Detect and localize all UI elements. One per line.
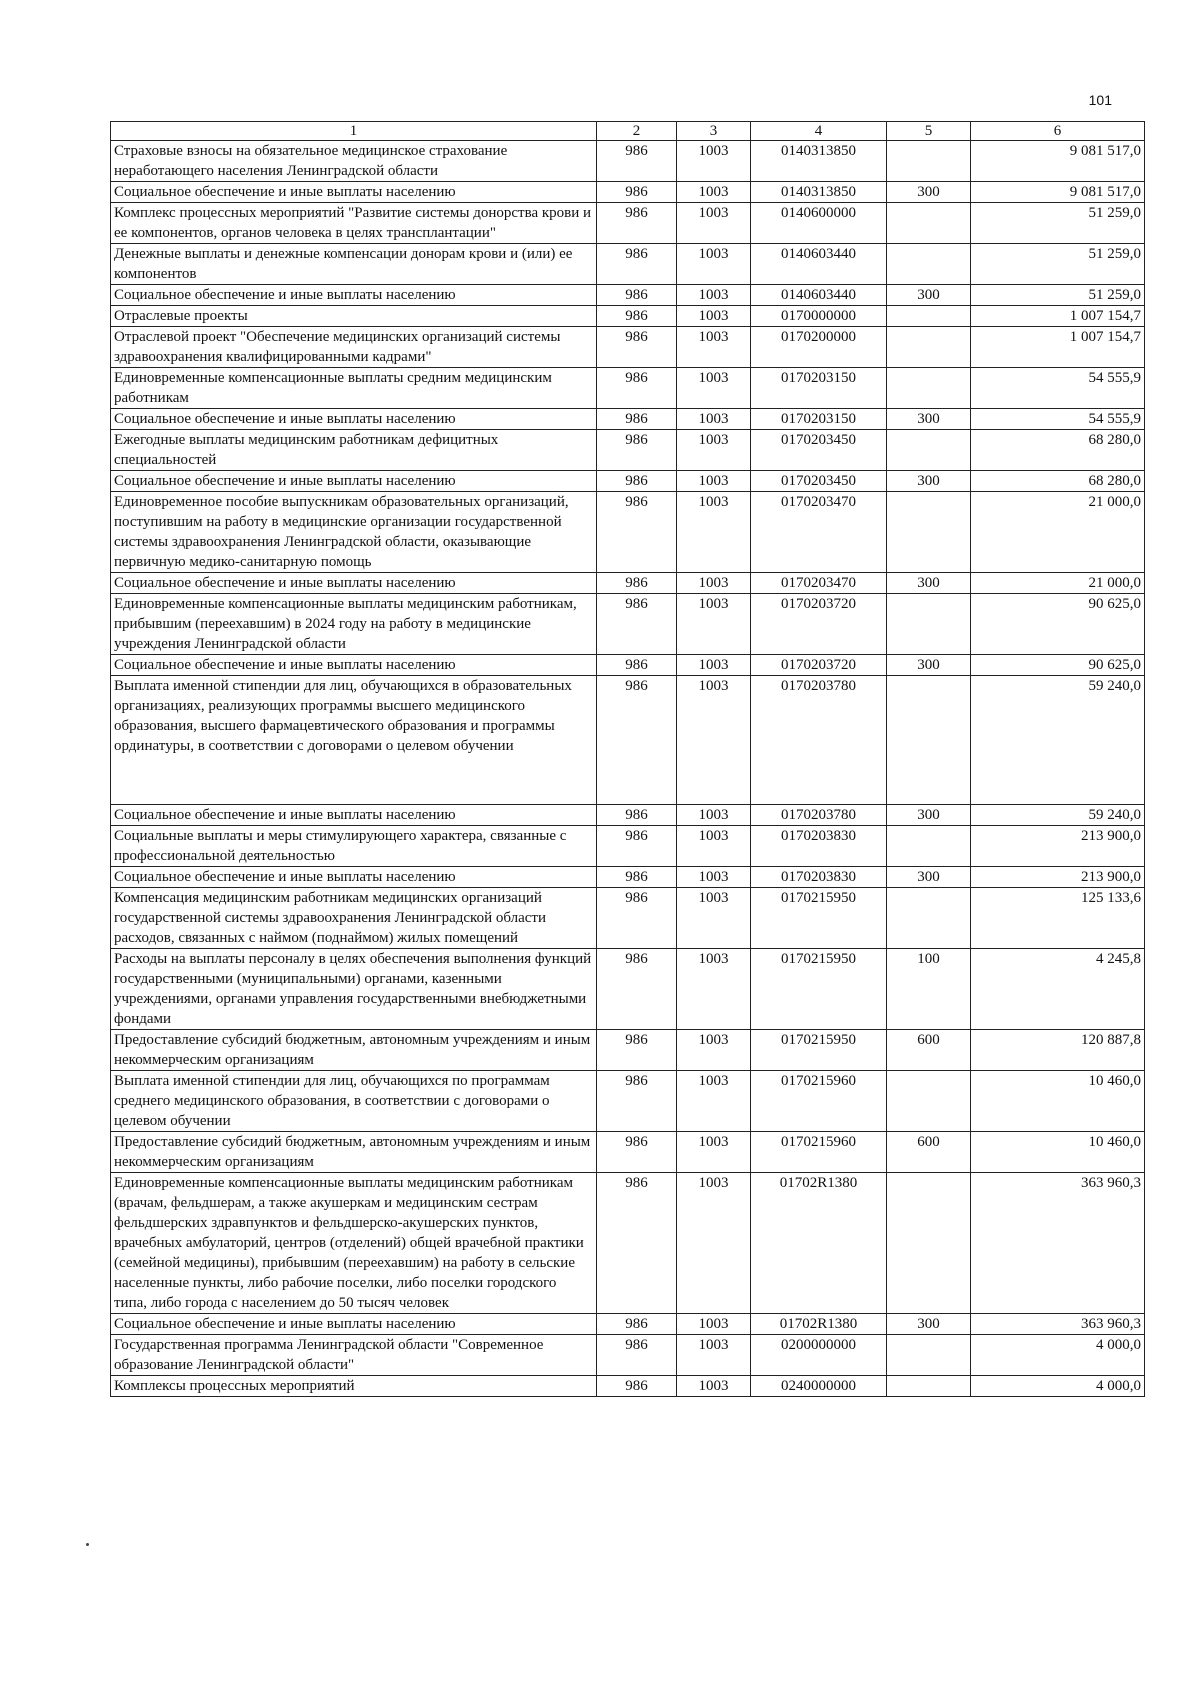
- table-row: [111, 368, 1145, 409]
- cell-col-6: 4 000,0: [971, 1335, 1145, 1376]
- table-row: [111, 573, 1145, 594]
- cell-col-4: 0170215960: [751, 1071, 887, 1132]
- cell-col-5: [887, 888, 971, 949]
- table-row: [111, 306, 1145, 327]
- cell-col-6: 54 555,9: [971, 409, 1145, 430]
- cell-col-5: 300: [887, 867, 971, 888]
- table-row: [111, 826, 1145, 867]
- cell-col-2: 986: [597, 141, 677, 182]
- table-row: [111, 1335, 1145, 1376]
- cell-name: Отраслевой проект "Обеспечение медицинских организаций системы здравоохранения квалифицированными кадрами": [111, 327, 597, 368]
- cell-col-4: 0170203470: [751, 492, 887, 573]
- cell-col-3: 1003: [677, 244, 751, 285]
- cell-col-5: 300: [887, 1314, 971, 1335]
- table-row: [111, 1071, 1145, 1132]
- cell-col-4: 01702R1380: [751, 1314, 887, 1335]
- cell-col-5: [887, 327, 971, 368]
- cell-col-4: 0170203470: [751, 573, 887, 594]
- cell-name: Социальное обеспечение и иные выплаты населению: [111, 182, 597, 203]
- page-number: 101: [1088, 92, 1112, 108]
- cell-name: Социальное обеспечение и иные выплаты населению: [111, 1314, 597, 1335]
- cell-col-5: 300: [887, 285, 971, 306]
- cell-col-5: [887, 1173, 971, 1314]
- cell-col-3: 1003: [677, 368, 751, 409]
- cell-col-3: 1003: [677, 471, 751, 492]
- cell-name: Социальное обеспечение и иные выплаты населению: [111, 805, 597, 826]
- table-row: [111, 1314, 1145, 1335]
- cell-col-2: 986: [597, 805, 677, 826]
- cell-name: Ежегодные выплаты медицинским работникам дефицитных специальностей: [111, 430, 597, 471]
- table-row: [111, 430, 1145, 471]
- scan-dot: [86, 1543, 89, 1546]
- cell-col-4: 0170203150: [751, 368, 887, 409]
- cell-col-2: 986: [597, 182, 677, 203]
- cell-col-5: [887, 826, 971, 867]
- column-header: 6: [971, 122, 1145, 141]
- cell-col-6: 125 133,6: [971, 888, 1145, 949]
- cell-col-2: 986: [597, 430, 677, 471]
- cell-name: Страховые взносы на обязательное медицинское страхование неработающего населения Ленинградской области: [111, 141, 597, 182]
- column-header: 2: [597, 122, 677, 141]
- table-row: [111, 805, 1145, 826]
- cell-col-3: 1003: [677, 594, 751, 655]
- cell-name: Отраслевые проекты: [111, 306, 597, 327]
- cell-col-6: 68 280,0: [971, 471, 1145, 492]
- cell-col-6: 213 900,0: [971, 867, 1145, 888]
- cell-col-2: 986: [597, 285, 677, 306]
- table-row: [111, 409, 1145, 430]
- cell-col-5: [887, 676, 971, 805]
- table-row: [111, 285, 1145, 306]
- cell-col-3: 1003: [677, 327, 751, 368]
- table-row: [111, 492, 1145, 573]
- cell-col-4: 0170203720: [751, 655, 887, 676]
- table-row: [111, 182, 1145, 203]
- cell-col-4: 0170203830: [751, 826, 887, 867]
- cell-col-2: 986: [597, 1335, 677, 1376]
- cell-col-2: 986: [597, 888, 677, 949]
- column-header: 1: [111, 122, 597, 141]
- cell-name: Единовременное пособие выпускникам образовательных организаций, поступившим на работу в медицинские организации государственной системы здравоохранения Ленинградской области, оказывающие первичную медико-санитарную помощь: [111, 492, 597, 573]
- cell-col-3: 1003: [677, 676, 751, 805]
- cell-col-3: 1003: [677, 1132, 751, 1173]
- cell-col-3: 1003: [677, 1376, 751, 1397]
- cell-col-3: 1003: [677, 1335, 751, 1376]
- table-body: [111, 141, 1145, 1397]
- cell-col-4: 0170203780: [751, 676, 887, 805]
- cell-col-3: 1003: [677, 430, 751, 471]
- cell-name: Расходы на выплаты персоналу в целях обеспечения выполнения функций государственными (муниципальными) органами, казенными учреждениями, органами управления государственными внебюджетными фондами: [111, 949, 597, 1030]
- cell-col-5: 100: [887, 949, 971, 1030]
- table-row: [111, 471, 1145, 492]
- cell-col-2: 986: [597, 1132, 677, 1173]
- cell-col-5: 300: [887, 805, 971, 826]
- cell-col-6: 9 081 517,0: [971, 141, 1145, 182]
- table-row: [111, 867, 1145, 888]
- cell-col-2: 986: [597, 1376, 677, 1397]
- table-row: [111, 594, 1145, 655]
- cell-col-2: 986: [597, 244, 677, 285]
- cell-name: Социальное обеспечение и иные выплаты населению: [111, 867, 597, 888]
- cell-col-4: 0170000000: [751, 306, 887, 327]
- cell-col-3: 1003: [677, 655, 751, 676]
- cell-name: Выплата именной стипендии для лиц, обучающихся по программам среднего медицинского образования, в соответствии с договорами о целевом обучении: [111, 1071, 597, 1132]
- cell-col-5: [887, 368, 971, 409]
- cell-col-5: 300: [887, 573, 971, 594]
- cell-col-5: 300: [887, 655, 971, 676]
- cell-col-4: 0170215950: [751, 888, 887, 949]
- cell-name: Социальное обеспечение и иные выплаты населению: [111, 655, 597, 676]
- cell-col-6: 4 245,8: [971, 949, 1145, 1030]
- table-row: [111, 244, 1145, 285]
- cell-col-4: 0170215950: [751, 949, 887, 1030]
- cell-col-3: 1003: [677, 949, 751, 1030]
- table-row: [111, 888, 1145, 949]
- cell-col-6: 1 007 154,7: [971, 306, 1145, 327]
- cell-col-2: 986: [597, 594, 677, 655]
- column-header: 4: [751, 122, 887, 141]
- cell-col-6: 363 960,3: [971, 1173, 1145, 1314]
- cell-col-3: 1003: [677, 573, 751, 594]
- cell-col-3: 1003: [677, 409, 751, 430]
- cell-col-4: 0170203780: [751, 805, 887, 826]
- cell-col-6: 363 960,3: [971, 1314, 1145, 1335]
- cell-name: Предоставление субсидий бюджетным, автономным учреждениям и иным некоммерческим организациям: [111, 1030, 597, 1071]
- cell-col-4: 0170203450: [751, 430, 887, 471]
- table-row: [111, 655, 1145, 676]
- cell-name: Государственная программа Ленинградской области "Современное образование Ленинградской области": [111, 1335, 597, 1376]
- cell-col-2: 986: [597, 826, 677, 867]
- cell-col-3: 1003: [677, 1030, 751, 1071]
- cell-col-2: 986: [597, 1314, 677, 1335]
- table-row: [111, 203, 1145, 244]
- cell-col-2: 986: [597, 327, 677, 368]
- cell-col-5: [887, 1071, 971, 1132]
- cell-col-3: 1003: [677, 826, 751, 867]
- cell-col-3: 1003: [677, 1173, 751, 1314]
- cell-col-4: 0170203150: [751, 409, 887, 430]
- table-row: [111, 1173, 1145, 1314]
- cell-col-3: 1003: [677, 888, 751, 949]
- cell-col-3: 1003: [677, 1071, 751, 1132]
- cell-col-2: 986: [597, 1071, 677, 1132]
- cell-col-5: 600: [887, 1132, 971, 1173]
- cell-col-2: 986: [597, 409, 677, 430]
- table-row: [111, 676, 1145, 805]
- cell-col-5: [887, 244, 971, 285]
- table-row: [111, 1132, 1145, 1173]
- cell-col-6: 120 887,8: [971, 1030, 1145, 1071]
- cell-name: Социальное обеспечение и иные выплаты населению: [111, 573, 597, 594]
- cell-col-4: 01702R1380: [751, 1173, 887, 1314]
- table-row: [111, 141, 1145, 182]
- cell-col-5: 600: [887, 1030, 971, 1071]
- cell-col-5: [887, 141, 971, 182]
- cell-name: Единовременные компенсационные выплаты средним медицинским работникам: [111, 368, 597, 409]
- cell-col-6: 59 240,0: [971, 676, 1145, 805]
- cell-col-6: 51 259,0: [971, 203, 1145, 244]
- cell-col-4: 0140313850: [751, 182, 887, 203]
- cell-col-6: 51 259,0: [971, 285, 1145, 306]
- cell-name: Социальные выплаты и меры стимулирующего характера, связанные с профессиональной деятельностью: [111, 826, 597, 867]
- cell-col-3: 1003: [677, 306, 751, 327]
- cell-col-2: 986: [597, 949, 677, 1030]
- cell-col-6: 21 000,0: [971, 573, 1145, 594]
- cell-col-3: 1003: [677, 1314, 751, 1335]
- cell-col-5: [887, 1376, 971, 1397]
- table-row: [111, 1030, 1145, 1071]
- cell-col-2: 986: [597, 1030, 677, 1071]
- cell-name: Комплексы процессных мероприятий: [111, 1376, 597, 1397]
- cell-col-6: 68 280,0: [971, 430, 1145, 471]
- cell-col-2: 986: [597, 1173, 677, 1314]
- cell-name: Единовременные компенсационные выплаты медицинским работникам (врачам, фельдшерам, а также акушеркам и медицинским сестрам фельдшерских здравпунктов и фельдшерско-акушерских пунктов, врачебных амбулаторий, центров (отделений) общей врачебной практики (семейной медицины), прибывшим (переехавшим) на работу в сельские населенные пункты, либо рабочие поселки, либо поселки городского типа, либо города с населением до 50 тысяч человек: [111, 1173, 597, 1314]
- cell-name: Социальное обеспечение и иные выплаты населению: [111, 285, 597, 306]
- cell-name: Комплекс процессных мероприятий "Развитие системы донорства крови и ее компонентов, органов человека в целях трансплантации": [111, 203, 597, 244]
- column-header: 3: [677, 122, 751, 141]
- cell-col-3: 1003: [677, 492, 751, 573]
- table-row: [111, 1376, 1145, 1397]
- cell-col-4: 0140603440: [751, 285, 887, 306]
- cell-col-2: 986: [597, 368, 677, 409]
- table-row: [111, 327, 1145, 368]
- cell-col-6: 59 240,0: [971, 805, 1145, 826]
- cell-col-6: 4 000,0: [971, 1376, 1145, 1397]
- cell-col-2: 986: [597, 676, 677, 805]
- cell-col-3: 1003: [677, 805, 751, 826]
- cell-col-5: [887, 492, 971, 573]
- cell-col-4: 0140600000: [751, 203, 887, 244]
- cell-col-3: 1003: [677, 867, 751, 888]
- cell-col-6: 9 081 517,0: [971, 182, 1145, 203]
- cell-col-4: 0170203830: [751, 867, 887, 888]
- cell-col-4: 0170215960: [751, 1132, 887, 1173]
- cell-name: Единовременные компенсационные выплаты медицинским работникам, прибывшим (переехавшим) в 2024 году на работу в медицинские учреждения Ленинградской области: [111, 594, 597, 655]
- cell-name: Выплата именной стипендии для лиц, обучающихся в образовательных организациях, реализующих программы высшего медицинского образования, высшего фармацевтического образования и программы ординатуры, в соответствии с договорами о целевом обучении: [111, 676, 597, 805]
- cell-col-6: 10 460,0: [971, 1132, 1145, 1173]
- cell-col-5: 300: [887, 182, 971, 203]
- cell-col-6: 90 625,0: [971, 594, 1145, 655]
- cell-col-4: 0170200000: [751, 327, 887, 368]
- cell-col-5: 300: [887, 409, 971, 430]
- cell-col-2: 986: [597, 867, 677, 888]
- cell-col-6: 21 000,0: [971, 492, 1145, 573]
- cell-col-2: 986: [597, 492, 677, 573]
- cell-col-6: 213 900,0: [971, 826, 1145, 867]
- cell-col-3: 1003: [677, 203, 751, 244]
- cell-name: Предоставление субсидий бюджетным, автономным учреждениям и иным некоммерческим организациям: [111, 1132, 597, 1173]
- cell-col-2: 986: [597, 471, 677, 492]
- cell-col-6: 51 259,0: [971, 244, 1145, 285]
- cell-col-3: 1003: [677, 141, 751, 182]
- cell-col-4: 0170215950: [751, 1030, 887, 1071]
- cell-col-4: 0170203450: [751, 471, 887, 492]
- header-row: [111, 122, 1145, 141]
- cell-col-6: 10 460,0: [971, 1071, 1145, 1132]
- cell-col-5: [887, 203, 971, 244]
- cell-name: Социальное обеспечение и иные выплаты населению: [111, 471, 597, 492]
- cell-name: Социальное обеспечение и иные выплаты населению: [111, 409, 597, 430]
- cell-col-3: 1003: [677, 182, 751, 203]
- cell-col-2: 986: [597, 655, 677, 676]
- cell-col-2: 986: [597, 306, 677, 327]
- cell-col-5: 300: [887, 471, 971, 492]
- column-header: 5: [887, 122, 971, 141]
- cell-col-2: 986: [597, 203, 677, 244]
- cell-col-3: 1003: [677, 285, 751, 306]
- cell-name: Денежные выплаты и денежные компенсации донорам крови и (или) ее компонентов: [111, 244, 597, 285]
- cell-col-6: 1 007 154,7: [971, 327, 1145, 368]
- cell-col-4: 0140313850: [751, 141, 887, 182]
- cell-col-4: 0240000000: [751, 1376, 887, 1397]
- cell-col-6: 90 625,0: [971, 655, 1145, 676]
- cell-col-5: [887, 430, 971, 471]
- cell-col-4: 0140603440: [751, 244, 887, 285]
- cell-col-5: [887, 594, 971, 655]
- cell-col-2: 986: [597, 573, 677, 594]
- cell-col-5: [887, 1335, 971, 1376]
- budget-table: [110, 121, 1145, 1397]
- cell-name: Компенсация медицинским работникам медицинских организаций государственной системы здравоохранения Ленинградской области расходов, связанных с наймом (поднаймом) жилых помещений: [111, 888, 597, 949]
- cell-col-4: 0200000000: [751, 1335, 887, 1376]
- cell-col-6: 54 555,9: [971, 368, 1145, 409]
- cell-col-5: [887, 306, 971, 327]
- table-row: [111, 949, 1145, 1030]
- cell-col-4: 0170203720: [751, 594, 887, 655]
